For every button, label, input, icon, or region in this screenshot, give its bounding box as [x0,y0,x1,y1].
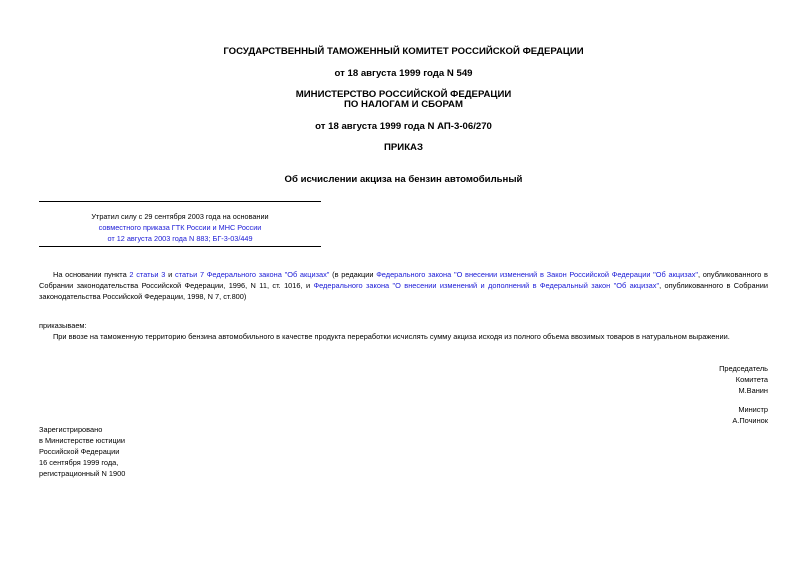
amendment-law-2-link[interactable]: Федерального закона "О внесении изменений и дополнений в Федеральный закон "Об акцизах" [313,281,660,290]
issuer-committee-date: от 18 августа 1999 года N 549 [334,68,473,79]
registration-block [39,424,125,479]
order-text-paragraph [39,331,768,342]
minister-signature [732,404,768,426]
repeal-order-number-link[interactable]: от 12 августа 2003 года N 883; БГ-3-03/449 [107,234,253,243]
status-note-line1: Утратил силу с 29 сентября 2003 года на основании [91,212,269,221]
registration-line4: 16 сентября 1999 года, [39,458,119,467]
issuer-ministry-line1: МИНИСТЕРСТВО РОССИЙСКОЙ ФЕДЕРАЦИИ [295,89,512,100]
issuer-ministry-line2: ПО НАЛОГАМ И СБОРАМ [344,99,463,110]
document-title: Об исчислении акциза на бензин автомобильный [284,174,523,185]
minister-name: А.Починок [732,416,768,425]
registration-line5: регистрационный N 1900 [39,469,126,478]
order-text: При ввозе на таможенную территорию бензина автомобильного в качестве продукта переработки исчислять сумму акциза исходя из полного объема ввозимых товаров в натуральном выражении. [53,332,730,341]
chairman-signature [719,363,768,396]
repeal-order-link[interactable]: совместного приказа ГТК России и МНС России [98,223,262,232]
preamble-paragraph: На основании пункта 2 статьи 3 и статьи 7 Федерального закона "Об акцизах" (в редакции Федерального закона "О внесении изменений в Закон Российской Федерации "Об акцизах", опубликованного в Собрании законодательства Российской Федерации, 1996, N 11, ст. 1016, и Федерального закона "О внесении изменений и дополнений в Федеральный закон "Об акцизах", опубликованного в Собрании законодательства Российской Федерации, 1998, N 7, ст.800) [39,270,768,301]
status-note [39,211,321,244]
registration-line3: Российской Федерации [39,447,120,456]
article-7-link[interactable]: статьи 7 Федерального закона "Об акцизах" [174,270,330,279]
article-3-link[interactable]: 2 статьи 3 [129,270,166,279]
issuer-committee: ГОСУДАРСТВЕННЫЙ ТАМОЖЕННЫЙ КОМИТЕТ РОССИЙСКОЙ ФЕДЕРАЦИИ [223,46,584,57]
amendment-law-link[interactable]: Федерального закона "О внесении изменений в Закон Российской Федерации "Об акцизах" [376,270,699,279]
note-bottom-rule [39,246,321,247]
registration-line1: Зарегистрировано [39,425,103,434]
chairman-name: М.Ванин [738,386,768,395]
chairman-title-line1: Председатель [719,364,768,373]
order-label: приказываем: [39,321,87,330]
registration-line2: в Министерстве юстиции [39,436,126,445]
minister-title: Министр [738,405,768,414]
chairman-title-line2: Комитета [735,375,768,384]
issuer-ministry-date: от 18 августа 1999 года N АП-3-06/270 [315,121,492,132]
note-top-rule [39,201,321,202]
document-type: ПРИКАЗ [384,142,423,153]
